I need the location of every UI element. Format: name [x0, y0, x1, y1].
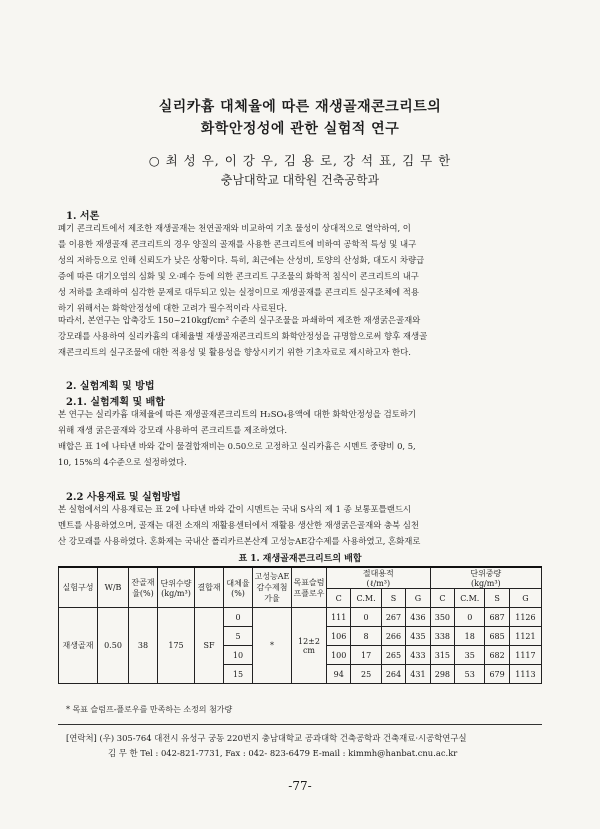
cell-replacement: 0: [224, 608, 253, 627]
cell-unit-water: 175: [158, 608, 195, 684]
col-header-absolute-volume: [327, 567, 431, 589]
cell-value: 266: [381, 627, 405, 646]
cell-value: 53: [455, 665, 485, 684]
table-footnote: * 목표 슬럼프-플로우를 만족하는 소정의 첨가량: [66, 705, 233, 714]
text-line: 하기 위해서는 화학안정성에 대한 고려가 필수적이라 사료된다.: [58, 303, 287, 313]
cell-value: 1117: [509, 646, 541, 665]
text-line: 본 연구는 실리카흄 대체율에 따른 재생골재콘크리트의 H₂SO₄용액에 대한 화학안정성을 검토하기: [58, 409, 417, 419]
section-1-paragraph-2: [58, 312, 542, 360]
sub-header: S: [381, 589, 405, 608]
section-2-1-paragraph: [58, 406, 542, 470]
paper-title-line2: 화학안정성에 관한 실험적 연구: [200, 121, 400, 137]
col-header-sand-ratio: 잔골재율(%): [129, 567, 158, 608]
cell-value: 431: [406, 665, 430, 684]
text-line: 재콘크리트의 실구조물에 대한 적용성 및 활용성을 향상시키기 위한 기초자료로 제시하고자 한다.: [58, 347, 411, 357]
unit-weight-unit: (kg/m³): [470, 579, 501, 588]
text-line: 증에 따른 대기오염의 심화 및 오·폐수 등에 의한 콘크리트 구조물의 화학적 침식이 콘크리트의 내구: [58, 271, 419, 281]
section-2-1-heading: 2.1. 실험계획 및 배합: [66, 397, 165, 408]
sub-header: S: [485, 589, 509, 608]
sub-header: C.M.: [455, 589, 485, 608]
text-line: 폐기 콘크리트에서 제조한 재생골재는 천연골재와 비교하여 기초 물성이 상대적으로 열악하여, 이: [58, 223, 411, 233]
cell-value: 687: [485, 608, 509, 627]
table-header-row: [59, 567, 542, 589]
cell-value: 338: [430, 627, 454, 646]
absolute-volume-label: 절대용적: [362, 569, 394, 578]
cell-value: 8: [351, 627, 381, 646]
cell-sand-ratio: 38: [129, 608, 158, 684]
sub-header: C: [327, 589, 351, 608]
cell-value: 25: [351, 665, 381, 684]
col-header-wb: W/B: [98, 567, 129, 608]
cell-value: 265: [381, 646, 405, 665]
cell-value: 106: [327, 627, 351, 646]
text-line: 배합은 표 1에 나타낸 바와 같이 물결합재비는 0.50으로 고정하고 실리카흄은 시멘트 중량비 0, 5,: [58, 441, 416, 451]
unit-weight-label: 단위중량: [470, 569, 502, 578]
author-list: ○ 최 성 우, 이 강 우, 김 용 로, 강 석 표, 김 무 한: [148, 153, 452, 168]
cell-value: 679: [485, 665, 509, 684]
cell-value: 350: [430, 608, 454, 627]
divider: [58, 724, 542, 725]
cell-replacement: 10: [224, 646, 253, 665]
text-line: 성 저하를 초래하여 심각한 문제로 대두되고 있는 실정이므로 재생골재를 콘크리트 실구조체에 적용: [58, 287, 419, 297]
cell-value: 433: [406, 646, 430, 665]
cell-wb: 0.50: [98, 608, 129, 684]
cell-value: 267: [381, 608, 405, 627]
cell-value: 0: [351, 608, 381, 627]
mix-proportion-table: [58, 566, 542, 684]
cell-value: 436: [406, 608, 430, 627]
cell-value: 100: [327, 646, 351, 665]
text-line: 10, 15%의 4수준으로 설정하였다.: [58, 457, 187, 467]
cell-value: 17: [351, 646, 381, 665]
contact-line-1: [연락처] (우) 305-764 대전시 유성구 궁동 220번지 충남대학교 공과대학 건축공학과 건축재료·시공학연구실: [66, 733, 467, 743]
table-caption: 표 1. 재생골재콘크리트의 배합: [238, 554, 362, 564]
section-1-heading: 1. 서론: [66, 211, 100, 222]
table-row: [59, 608, 542, 627]
cell-replacement: 5: [224, 627, 253, 646]
cell-value: 682: [485, 646, 509, 665]
cell-value: 111: [327, 608, 351, 627]
cell-binder: SF: [195, 608, 224, 684]
sub-header: C.M.: [351, 589, 381, 608]
text-line: 산 강모래를 사용하였다. 혼화제는 국내산 폴리카르본산계 고성능AE감수제를 사용하였고, 혼화재로: [58, 536, 421, 546]
absolute-volume-unit: (ℓ/m³): [366, 579, 391, 588]
cell-series: 재생골재: [59, 608, 98, 684]
cell-value: 94: [327, 665, 351, 684]
text-line: 를 이용한 재생골재 콘크리트의 경우 양질의 골재를 사용한 콘크리트에 비하여 공학적 특성 및 내구: [58, 239, 417, 249]
text-line: 성의 저하등으로 인해 신뢰도가 낮은 상황이다. 특히, 최근에는 산성비, 토양의 산성화, 대도시 차량급: [58, 255, 425, 265]
cell-value: 264: [381, 665, 405, 684]
page-number: -77-: [288, 779, 312, 793]
text-line: 위해 재생 굵은골재와 강모래 사용하여 콘크리트를 제조하였다.: [58, 425, 287, 435]
cell-value: 435: [406, 627, 430, 646]
col-header-ae-agent: 고성능AE감수제첨가율: [253, 567, 292, 608]
col-header-replacement: 대체율(%): [224, 567, 253, 608]
contact-line-2: 김 무 한 Tel : 042-821-7731, Fax : 042- 823-6479 E-mail : kimmh@hanbat.cnu.ac.kr: [108, 748, 458, 758]
cell-value: 1113: [509, 665, 541, 684]
sub-header: G: [406, 589, 430, 608]
paper-title-line1: 실리카흄 대체율에 따른 재생골재콘크리트의: [158, 99, 442, 115]
cell-value: 298: [430, 665, 454, 684]
col-header-unit-weight: [430, 567, 541, 589]
section-2-2-paragraph: [58, 501, 542, 549]
cell-value: 18: [455, 627, 485, 646]
cell-value: 1126: [509, 608, 541, 627]
cell-slump-flow: 12±2 cm: [292, 608, 327, 684]
cell-replacement: 15: [224, 665, 253, 684]
col-header-unit-water: 단위수량(kg/m³): [158, 567, 195, 608]
cell-ae-agent: *: [253, 608, 292, 684]
text-line: 따라서, 본연구는 압축강도 150~210kgf/cm² 수준의 실구조물을 파쇄하여 제조한 재생굵은골재와: [58, 315, 421, 325]
text-line: 멘트를 사용하였으며, 골재는 대전 소재의 재활용센터에서 재활용 생산한 재생굵은골재와 충북 심천: [58, 520, 419, 530]
text-line: 강모래를 사용하여 실리카흄의 대체율별 재생골재콘크리트의 화학안정성을 규명함으로써 향후 재생골: [58, 331, 428, 341]
cell-value: 315: [430, 646, 454, 665]
sub-header: G: [509, 589, 541, 608]
section-2-2-heading: 2.2 사용재료 및 실험방법: [66, 492, 181, 503]
sub-header: C: [430, 589, 454, 608]
section-2-heading: 2. 실험계획 및 방법: [66, 381, 155, 392]
col-header-series: 실험구성: [59, 567, 98, 608]
cell-value: 685: [485, 627, 509, 646]
col-header-slump-flow: 목표슬럼프플로우: [292, 567, 327, 608]
text-line: 본 실험에서의 사용재료는 표 2에 나타낸 바와 같이 시멘트는 국내 S사의 제 1 종 보통포틀랜드시: [58, 504, 412, 514]
cell-value: 1121: [509, 627, 541, 646]
cell-value: 0: [455, 608, 485, 627]
cell-value: 35: [455, 646, 485, 665]
section-1-paragraph-1: [58, 220, 542, 316]
affiliation: 충남대학교 대학원 건축공학과: [220, 173, 380, 187]
col-header-binder: 결합재: [195, 567, 224, 608]
